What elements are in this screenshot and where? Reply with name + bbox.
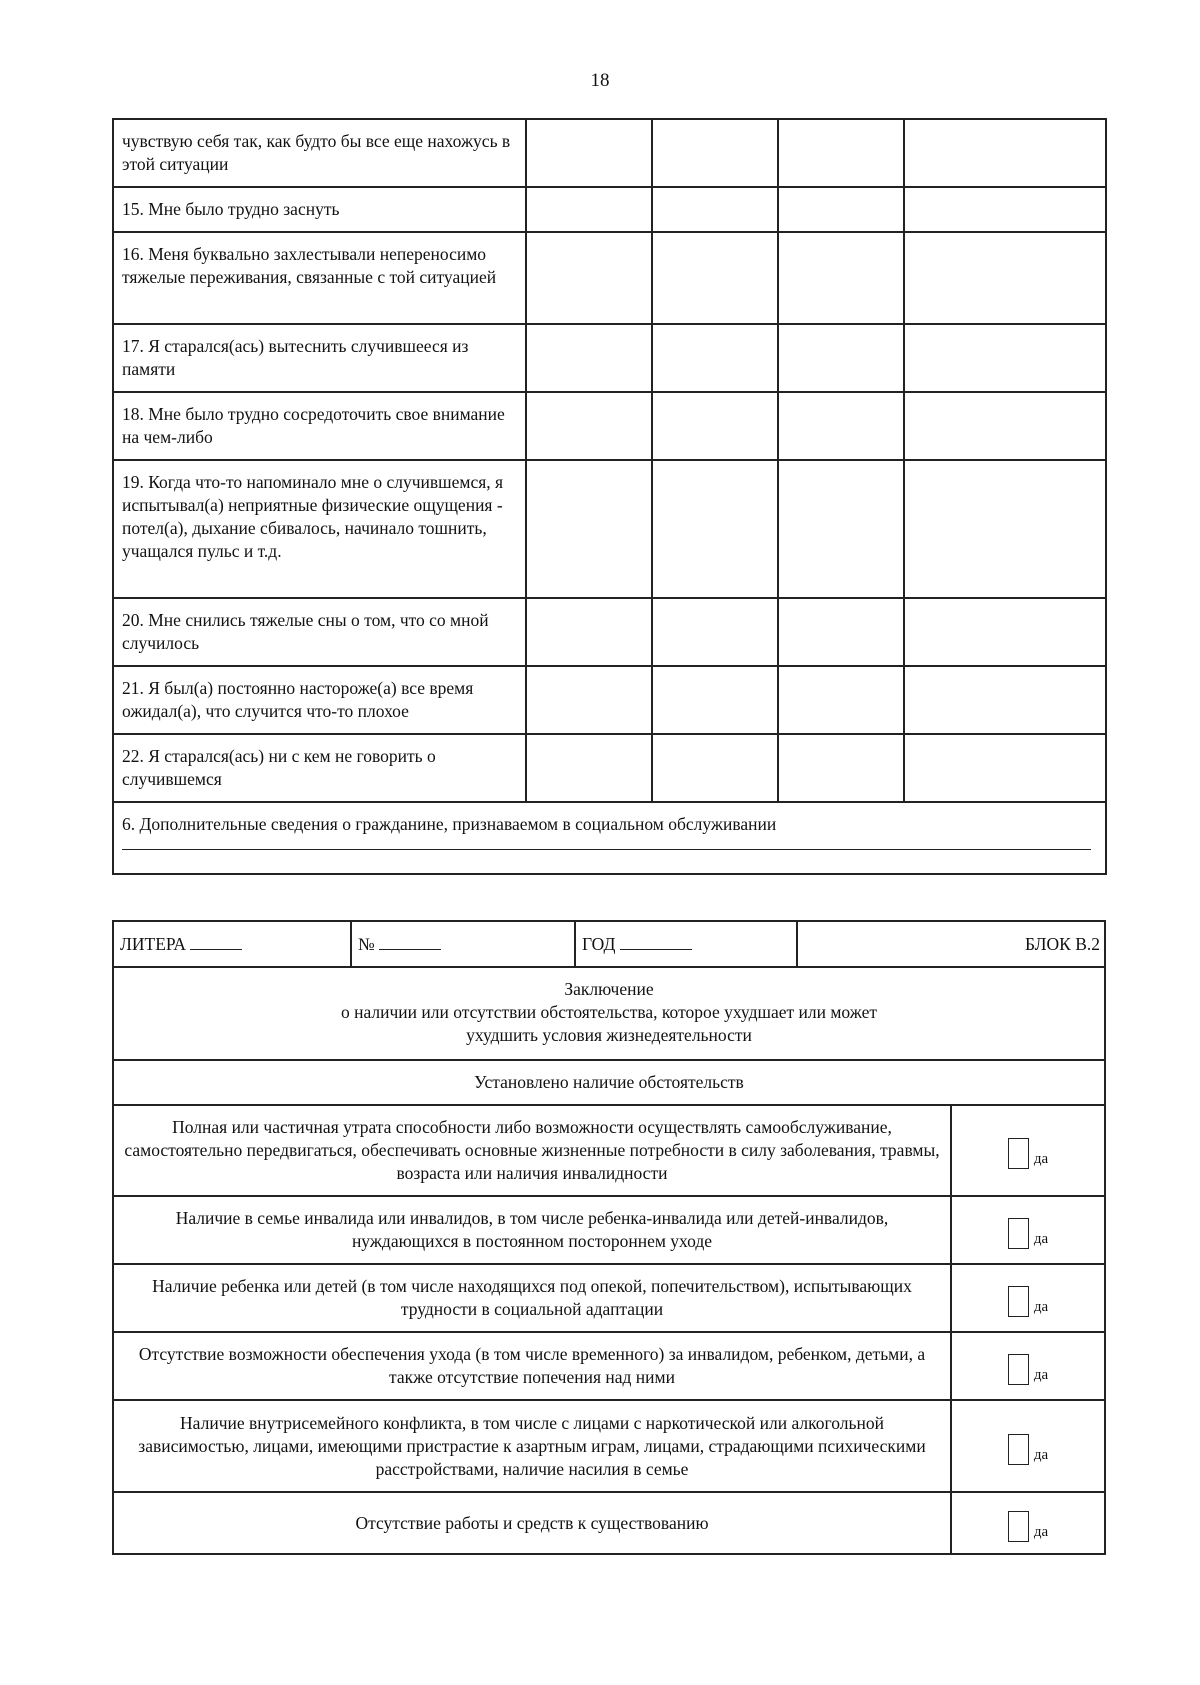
number-label: № [358,933,375,954]
year-label: ГОД [582,933,616,954]
answer-cell[interactable] [904,187,1106,232]
answer-cell[interactable] [778,119,904,187]
table-row [113,598,1106,666]
additional-info-field[interactable] [122,848,1091,850]
checkbox-label: да [1033,1151,1049,1167]
checkbox[interactable] [1008,1218,1029,1249]
criterion-row [113,1196,1105,1264]
answer-cell[interactable] [526,734,652,802]
answer-cell[interactable] [652,324,778,392]
answer-cell[interactable] [526,324,652,392]
answer-cell[interactable] [652,460,778,598]
answer-cell[interactable] [778,598,904,666]
question-cell: 19. Когда что-то напоминало мне о случившемся, я испытывал(а) неприятные физические ощущения - потел(а), дыхание сбивалось, начинало тошнить, учащался пульс и т.д. [113,460,526,598]
question-cell: чувствую себя так, как будто бы все еще нахожусь в этой ситуации [113,119,526,187]
table-row [113,666,1106,734]
litera-field[interactable] [190,933,242,950]
checkbox[interactable] [1008,1286,1029,1317]
page-number: 18 [590,70,610,91]
table-row [113,802,1106,874]
answer-cell[interactable] [652,119,778,187]
answer-cell[interactable] [904,598,1106,666]
checkbox-label: да [1033,1230,1049,1247]
criterion-text: Наличие в семье инвалида или инвалидов, в том числе ребенка-инвалида или детей-инвалидов, нуждающихся в постоянном постороннем уходе [113,1196,951,1264]
question-cell: 22. Я старался(ась) ни с кем не говорить о случившемся [113,734,526,802]
criterion-checkbox-cell [951,1264,1105,1332]
criterion-row [113,1492,1105,1554]
table-row [113,460,1106,598]
answer-cell[interactable] [778,460,904,598]
block-cell [797,921,1105,967]
title-line: Заключение [564,979,654,999]
criterion-checkbox-cell [951,1332,1105,1400]
answer-cell[interactable] [526,392,652,460]
additional-info-label: 6. Дополнительные сведения о гражданине, признаваемом в социальном обслуживании [122,814,777,834]
question-cell: 20. Мне снились тяжелые сны о том, что со мной случилось [113,598,526,666]
criterion-checkbox-cell [951,1492,1105,1554]
answer-cell[interactable] [778,232,904,324]
question-cell: 16. Меня буквально захлестывали непереносимо тяжелые переживания, связанные с той ситуацией [113,232,526,324]
answer-cell[interactable] [904,119,1106,187]
title-row [113,967,1105,1060]
number-cell [351,921,575,967]
established-label: Установлено наличие обстоятельств [113,1060,1105,1105]
answer-cell[interactable] [904,734,1106,802]
answer-cell[interactable] [904,232,1106,324]
conclusion-title [113,967,1105,1060]
table-row [113,187,1106,232]
answer-cell[interactable] [652,598,778,666]
answer-cell[interactable] [526,598,652,666]
criterion-text: Отсутствие возможности обеспечения ухода (в том числе временного) за инвалидом, ребенком, детьми, а также отсутствие попечения над ними [113,1332,951,1400]
answer-cell[interactable] [526,119,652,187]
number-field[interactable] [379,933,441,950]
question-cell: 15. Мне было трудно заснуть [113,187,526,232]
checkbox-label: да [1033,1523,1049,1540]
table-row [113,392,1106,460]
answer-cell[interactable] [778,392,904,460]
question-cell: 18. Мне было трудно сосредоточить свое внимание на чем-либо [113,392,526,460]
answer-cell[interactable] [778,324,904,392]
checkbox-label: да [1033,1298,1049,1315]
answer-cell[interactable] [526,666,652,734]
checkbox[interactable] [1008,1354,1029,1385]
criterion-row [113,1105,1105,1196]
subheader-row [113,1060,1105,1105]
answer-cell[interactable] [652,232,778,324]
answer-cell[interactable] [652,187,778,232]
additional-info-cell [113,802,1106,874]
year-cell [575,921,797,967]
question-cell: 17. Я старался(ась) вытеснить случившееся из памяти [113,324,526,392]
conclusion-table [112,920,1106,1555]
criterion-text: Наличие внутрисемейного конфликта, в том числе с лицами с наркотической или алкогольной зависимостью, лицами, имеющими пристрастие к азартным играм, лицами, страдающими психическими расстройствами, наличие насилия в семье [113,1400,951,1492]
answer-cell[interactable] [526,187,652,232]
answer-cell[interactable] [526,232,652,324]
header-row [113,921,1105,967]
answer-cell[interactable] [652,666,778,734]
checkbox[interactable] [1008,1138,1029,1169]
criterion-text: Наличие ребенка или детей (в том числе находящихся под опекой, попечительством), испытывающих трудности в социальной адаптации [113,1264,951,1332]
title-line: о наличии или отсутствии обстоятельства, которое ухудшает или может [340,1002,878,1022]
table-row [113,232,1106,324]
criterion-row [113,1332,1105,1400]
answer-cell[interactable] [778,734,904,802]
answer-cell[interactable] [778,666,904,734]
criterion-row [113,1400,1105,1492]
criterion-checkbox-cell [951,1196,1105,1264]
criterion-checkbox-cell [951,1105,1105,1196]
criterion-text: Полная или частичная утрата способности либо возможности осуществлять самообслуживание, самостоятельно передвигаться, обеспечивать основные жизненные потребности в силу заболевания, травмы, возраста или наличия инвалидности [113,1105,951,1196]
checkbox-label: да [1033,1366,1049,1383]
answer-cell[interactable] [904,460,1106,598]
criterion-row [113,1264,1105,1332]
checkbox[interactable] [1008,1434,1029,1465]
title-line: ухудшить условия жизнедеятельности [466,1025,752,1045]
answer-cell[interactable] [904,324,1106,392]
questionnaire-table [112,118,1107,875]
litera-label: ЛИТЕРА [120,933,187,954]
year-field[interactable] [620,933,692,950]
checkbox[interactable] [1008,1511,1029,1542]
answer-cell[interactable] [904,392,1106,460]
answer-cell[interactable] [652,734,778,802]
answer-cell[interactable] [526,460,652,598]
question-cell: 21. Я был(а) постоянно настороже(а) все время ожидал(а), что случится что-то плохое [113,666,526,734]
table-row [113,119,1106,187]
criterion-checkbox-cell [951,1400,1105,1492]
litera-cell [113,921,351,967]
checkbox-label: да [1033,1446,1049,1463]
answer-cell[interactable] [652,392,778,460]
criterion-text: Отсутствие работы и средств к существованию [113,1492,951,1554]
block-label: БЛОК В.2 [1025,933,1100,954]
answer-cell[interactable] [904,666,1106,734]
table-row [113,734,1106,802]
table-row [113,324,1106,392]
answer-cell[interactable] [778,187,904,232]
